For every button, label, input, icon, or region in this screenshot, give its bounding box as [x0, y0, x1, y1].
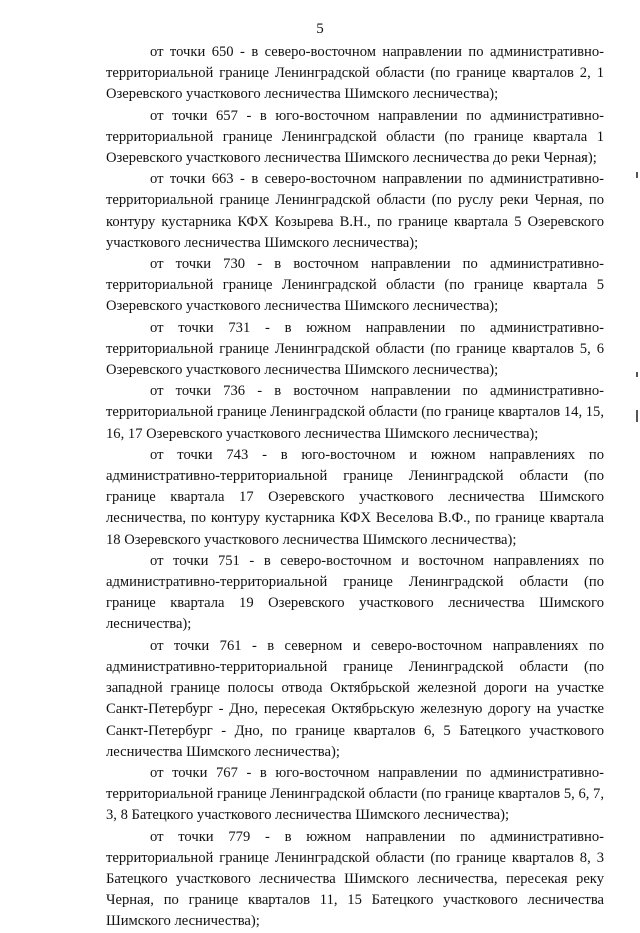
paragraph-point-731: от точки 731 - в южном направлении по административно-территориальной границе Ленинградской области (по границе кварталов 5, 6 Озеревского участкового лесничества Шимского лесничества); [106, 319, 604, 379]
paragraph-point-650: от точки 650 - в северо-восточном направлении по административно-территориальной границе Ленинградской области (по границе кварталов 2, 1 Озеревского участкового лесничества Шимского лесничества); [106, 44, 604, 103]
document-body [106, 42, 604, 933]
scan-edge-mark [636, 372, 638, 377]
paragraph-point-761: от точки 761 - в северном и северо-восточном направлениях по административно-территориальной границе Ленинградской области (по западной границе полосы отвода Октябрьской железной дороги на участке Санкт-Петербург - Дно, пересекая Октябрьскую железную дорогу на участке Санкт-Петербург - Дно, по границе кварталов 6, 5 Батецкого участкового лесничества Шимского лесничества); [106, 637, 604, 760]
paragraph-point-779: от точки 779 - в южном направлении по административно-территориальной границе Ленинградской области (по границе кварталов 8, 3 Батецкого участкового лесничества Шимского лесничества, пересекая реку Черная, по границе кварталов 11, 15 Батецкого участкового лесничества Шимского лесничества); [106, 828, 604, 930]
paragraph-point-657: от точки 657 - в юго-восточном направлении по административно-территориальной границе Ленинградской области (по границе квартала 1 Озеревского участкового лесничества Шимского лесничества до реки Черная); [106, 107, 604, 167]
paragraph-point-736: от точки 736 - в восточном направлении по административно-территориальной границе Ленинградской области (по границе кварталов 14, 15, 16, 17 Озеревского участкового лесничества Шимского лесничества); [106, 383, 604, 442]
paragraph-point-730: от точки 730 - в восточном направлении по административно-территориальной границе Ленинградской области (по границе квартала 5 Озеревского участкового лесничества Шимского лесничества); [106, 256, 604, 315]
paragraph-point-767: от точки 767 - в юго-восточном направлении по административно-территориальной границе Ленинградской области (по границе кварталов 5, 6, 7, 3, 8 Батецкого участкового лесничества Шимского лесничества); [106, 764, 604, 824]
paragraph-point-743: от точки 743 - в юго-восточном и южном направлениях по административно-территориальной границе Ленинградской области (по границе квартала 17 Озеревского участкового лесничества Шимского лесничества, по контуру кустарника КФХ Веселова В.Ф., по границе квартала 18 Озеревского участкового лесничества Шимского лесничества); [106, 446, 604, 548]
paragraph-point-751: от точки 751 - в северо-восточном и восточном направлениях по административно-территориальной границе Ленинградской области (по границе квартала 19 Озеревского участкового лесничества Шимского лесничества); [106, 552, 604, 633]
paragraph-point-663: от точки 663 - в северо-восточном направлении по административно-территориальной границе Ленинградской области (по руслу реки Черная, по контуру кустарника КФХ Козырева В.Н., по границе квартала 5 Озеревского участкового лесничества Шимского лесничества); [106, 171, 604, 251]
scan-edge-mark [636, 410, 638, 422]
page-number: 5 [316, 21, 324, 37]
scan-edge-mark [636, 172, 638, 178]
